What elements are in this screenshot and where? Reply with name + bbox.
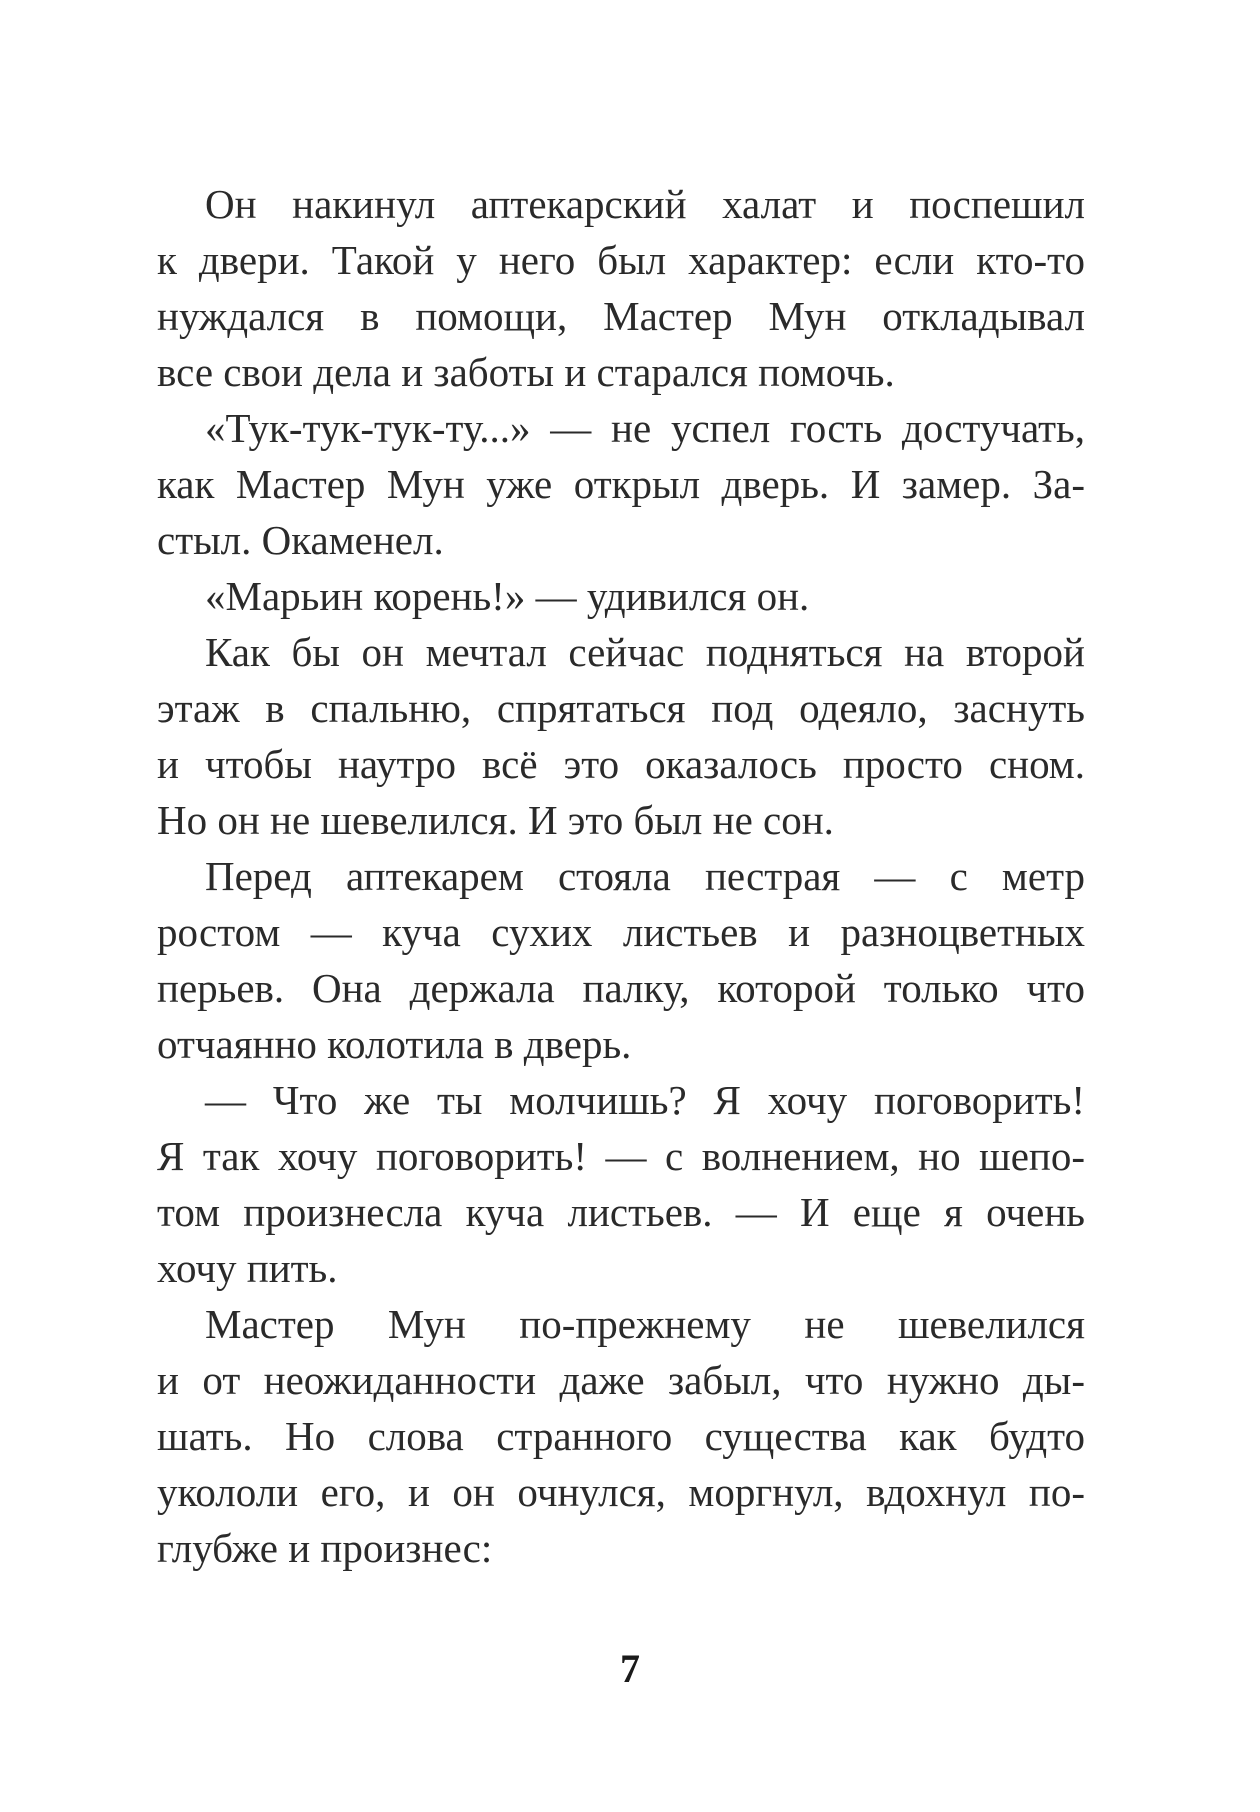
text-line: как Мастер Мун уже открыл дверь. И замер. За- (157, 461, 1085, 507)
text-line: Я так хочу поговорить! — с волнением, но шепо- (157, 1133, 1085, 1179)
text-line: ростом — куча сухих листьев и разноцветных (157, 909, 1085, 955)
text-line: все свои дела и заботы и старался помочь. (157, 349, 895, 395)
text-line: — Что же ты молчишь? Я хочу поговорить! (205, 1077, 1085, 1123)
text-line: нуждался в помощи, Мастер Мун откладывал (157, 293, 1085, 339)
text-line: «Тук-тук-тук-ту...» — не успел гость достучать, (205, 405, 1085, 451)
page-number: 7 (620, 1646, 640, 1691)
page-text (157, 176, 1085, 1576)
text-line: Мастер Мун по-прежнему не шевелился (205, 1301, 1085, 1347)
text-line: Как бы он мечтал сейчас подняться на второй (205, 629, 1085, 675)
text-line: и от неожиданности даже забыл, что нужно ды- (157, 1357, 1085, 1403)
text-line: Но он не шевелился. И это был не сон. (157, 797, 834, 843)
text-line: Перед аптекарем стояла пестрая — с метр (205, 853, 1085, 899)
text-line: стыл. Окаменел. (157, 517, 444, 563)
text-line: этаж в спальню, спрятаться под одеяло, заснуть (157, 685, 1085, 731)
text-line: том произнесла куча листьев. — И еще я очень (157, 1189, 1085, 1235)
text-line: отчаянно колотила в дверь. (157, 1021, 632, 1067)
text-line: и чтобы наутро всё это оказалось просто сном. (157, 741, 1085, 787)
text-line: Он накинул аптекарский халат и поспешил (205, 181, 1085, 227)
text-line: шать. Но слова странного существа как будто (157, 1413, 1085, 1459)
text-line: глубже и произнес: (157, 1525, 493, 1571)
text-line: к двери. Такой у него был характер: если кто-то (157, 237, 1085, 283)
text-line: «Марьин корень!» — удивился он. (205, 573, 810, 619)
text-line: хочу пить. (157, 1245, 338, 1291)
text-line: укололи его, и он очнулся, моргнул, вдохнул по- (157, 1469, 1085, 1515)
text-line: перьев. Она держала палку, которой только что (157, 965, 1085, 1011)
